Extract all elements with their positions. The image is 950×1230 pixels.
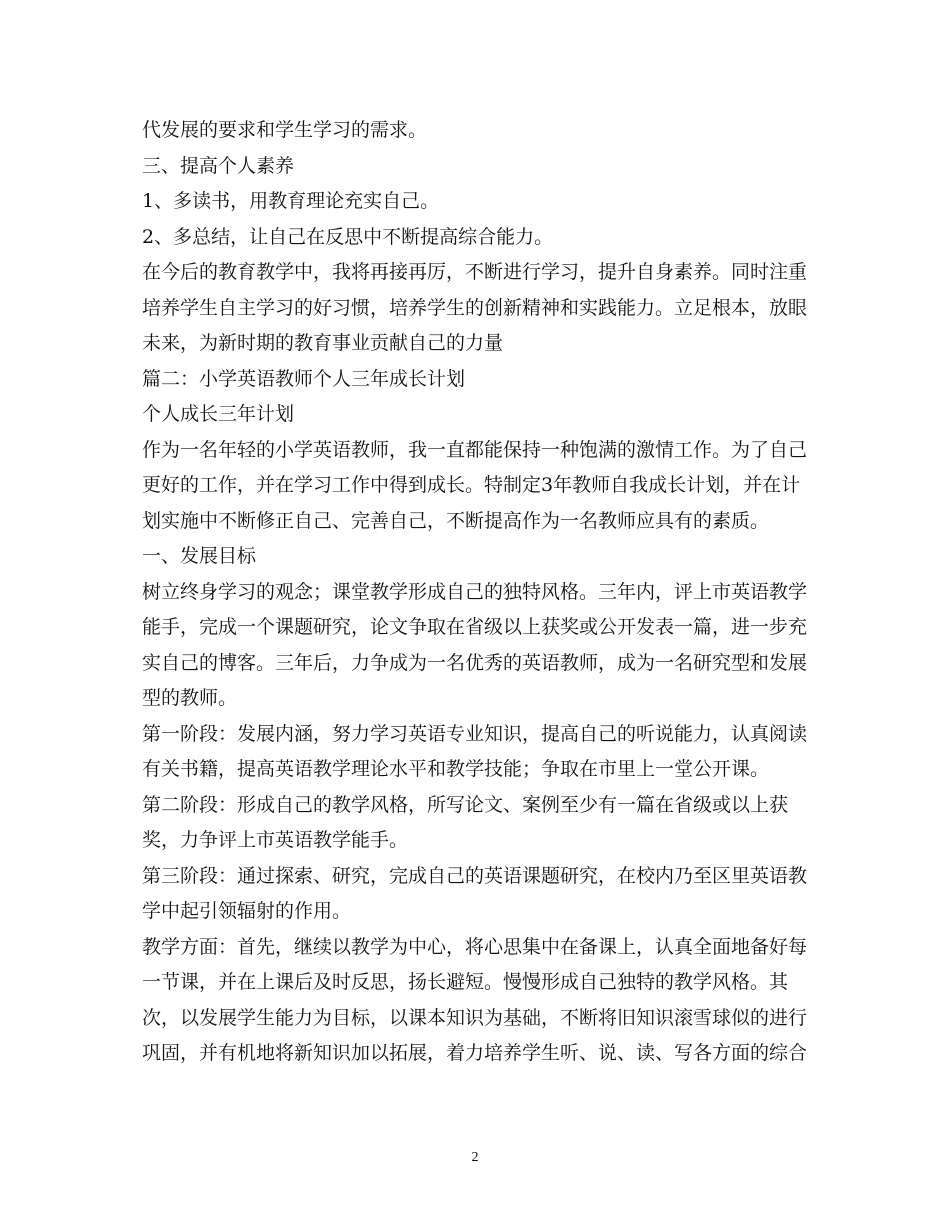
document-body <box>142 113 808 1072</box>
text-line: 能手，完成一个课题研究，论文争取在省级以上获奖或公开发表一篇，进一步充 <box>142 616 808 638</box>
article-title: 篇二：小学英语教师个人三年成长计划 <box>142 367 466 390</box>
text-line: 实自己的博客。三年后，力争成为一名优秀的英语教师，成为一名研究型和发展 <box>142 651 808 674</box>
page-number: 2 <box>471 1150 479 1165</box>
text-line: 代发展的要求和学生学习的需求。 <box>142 119 428 141</box>
section-heading: 三、提高个人素养 <box>142 154 295 177</box>
text-line: 型的教师。 <box>142 687 238 709</box>
text-line: 1、多读书，用教育理论充实自己。 <box>142 190 440 212</box>
text-line: 第三阶段：通过探索、研究，完成自己的英语课题研究，在校内乃至区里英语教 <box>142 864 808 887</box>
text-line: 未来，为新时期的教育事业贡献自己的力量 <box>142 332 504 354</box>
text-line: 作为一名年轻的小学英语教师，我一直都能保持一种饱满的激情工作。为了自己 <box>142 438 808 461</box>
text-line: 第一阶段：发展内涵，努力学习英语专业知识，提高自己的听说能力，认真阅读 <box>142 722 808 745</box>
text-line: 学中起引领辐射的作用。 <box>142 900 352 922</box>
text-line: 在今后的教育教学中，我将再接再厉，不断进行学习，提升自身素养。同时注重 <box>142 261 808 283</box>
section-heading: 一、发展目标 <box>142 545 257 567</box>
text-line: 有关书籍，提高英语教学理论水平和教学技能；争取在市里上一堂公开课。 <box>142 758 770 780</box>
text-line: 树立终身学习的观念；课堂教学形成自己的独特风格。三年内，评上市英语教学 <box>142 580 808 603</box>
text-line: 巩固，并有机地将新知识加以拓展，着力培养学生听、说、读、写各方面的综合 <box>142 1042 808 1064</box>
text-line: 更好的工作，并在学习工作中得到成长。特制定3年教师自我成长计划，并在计 <box>142 474 801 496</box>
text-line: 第二阶段：形成自己的教学风格，所写论文、案例至少有一篇在省级或以上获 <box>142 793 789 816</box>
text-line: 教学方面：首先，继续以教学为中心，将心思集中在备课上，认真全面地备好每 <box>142 935 808 958</box>
text-line: 奖，力争评上市英语教学能手。 <box>142 829 409 851</box>
text-line: 一节课，并在上课后及时反思，扬长避短。慢慢形成自己独特的教学风格。其 <box>142 971 789 993</box>
article-subtitle: 个人成长三年计划 <box>142 403 295 425</box>
text-line: 培养学生自主学习的好习惯，培养学生的创新精神和实践能力。立足根本，放眼 <box>142 296 808 319</box>
text-line: 划实施中不断修正自己、完善自己，不断提高作为一名教师应具有的素质。 <box>142 509 770 532</box>
text-line: 次，以发展学生能力为目标，以课本知识为基础，不断将旧知识滚雪球似的进行 <box>142 1006 808 1029</box>
text-line: 2、多总结，让自己在反思中不断提高综合能力。 <box>142 225 554 248</box>
